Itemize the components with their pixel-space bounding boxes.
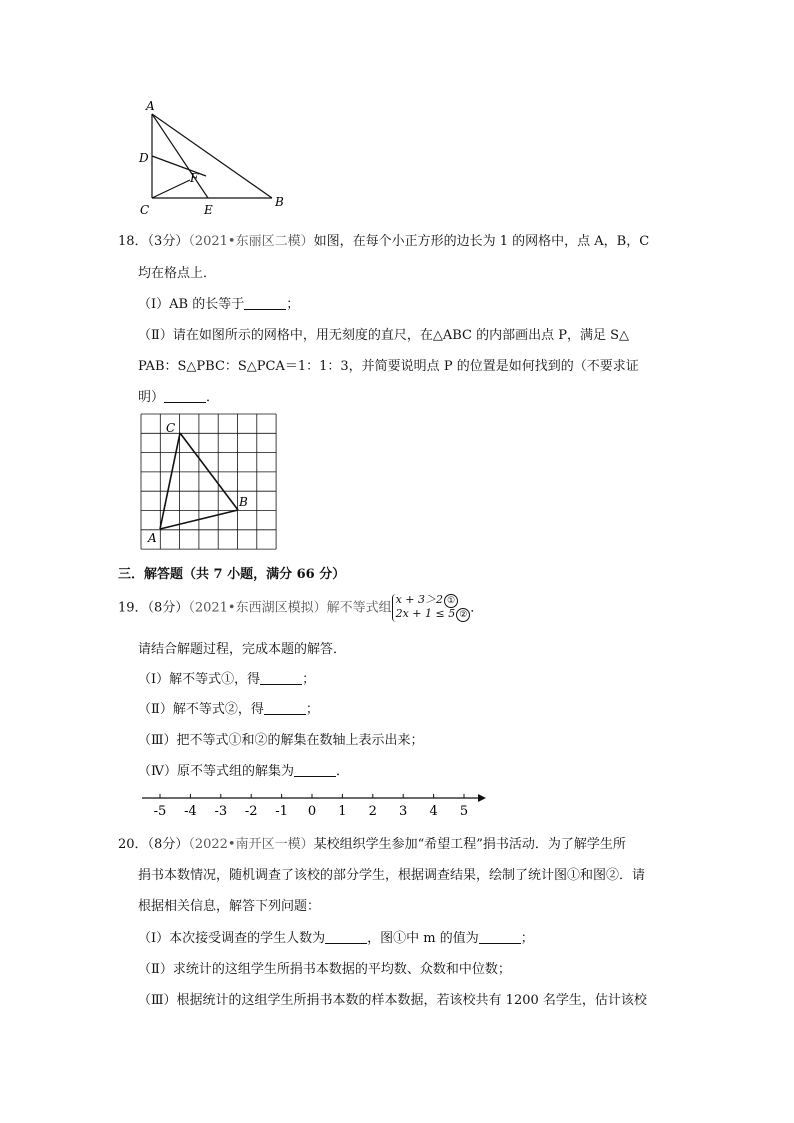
q18-part2-end: ．: [206, 390, 220, 405]
grid-label-C: C: [166, 421, 176, 435]
q19-part2-text: （Ⅱ）解不等式②，得: [138, 702, 264, 717]
q19-number: 19．: [118, 600, 148, 616]
inequality-1: x + 3＞2: [395, 593, 444, 606]
answer-blank[interactable]: [325, 931, 367, 944]
q19-score: （8分）: [147, 600, 189, 616]
inequality-system: [392, 594, 471, 622]
label-F: F: [190, 171, 199, 185]
q19-part4-end: ．: [336, 764, 350, 779]
answer-blank[interactable]: [244, 297, 286, 310]
label-D: D: [139, 151, 149, 165]
q20-part1: [138, 927, 534, 946]
q18-source: （2021•东丽区二模）: [188, 234, 314, 249]
circled-1: ①: [444, 594, 458, 608]
q19-part2: [138, 698, 319, 717]
number-line-label: 1: [338, 804, 347, 819]
q19-part3: （Ⅲ）把不等式①和②的解集在数轴上表示出来；: [138, 733, 424, 748]
q19-source: （2021•东西湖区模拟）: [188, 600, 327, 616]
q18-part2-text: 明）: [138, 390, 165, 405]
q20-line3: 根据相关信息，解答下列问题：: [138, 899, 321, 914]
q19-instruction: 请结合解题过程，完成本题的解答．: [138, 642, 347, 657]
number-line-label: -1: [275, 804, 288, 819]
label-E: E: [204, 203, 213, 217]
q19-part1: [138, 668, 315, 687]
q20-line2: 捐书本数情况，随机调查了该校的部分学生，根据调查结果，绘制了统计图①和图②．请: [138, 868, 646, 883]
number-line-label: 0: [307, 804, 317, 819]
answer-blank[interactable]: [479, 931, 521, 944]
number-line-label: -3: [214, 804, 228, 819]
q20-score: （8分）: [147, 837, 189, 852]
q18-part2-line2: PAB：S△PBC：S△PCA＝1：1：3，并简要说明点 P 的位置是如何找到的（不要求证: [138, 359, 639, 374]
label-A: A: [146, 99, 155, 113]
q20-part1-end: ；: [520, 931, 534, 946]
q20-part3: （Ⅲ）根据统计的这组学生所捐书本数的样本数据，若该校共有 1200 名学生，估计该校: [138, 993, 647, 1008]
q18-part1-end: ；: [286, 297, 300, 312]
number-line-label: 4: [429, 804, 438, 819]
q20-number: 20．: [118, 837, 148, 852]
q19-stem: 解不等式组: [326, 600, 392, 616]
q20-part2: （Ⅱ）求统计的这组学生所捐书本数据的平均数、众数和中位数；: [138, 962, 511, 977]
circled-2: ②: [456, 608, 470, 622]
label-B: B: [275, 195, 284, 209]
q18-head: [118, 230, 649, 249]
q18-number: 18．: [118, 234, 148, 249]
q19-part1-end: ；: [302, 672, 316, 687]
grid-figure: [138, 410, 283, 555]
number-line-label: 2: [368, 804, 377, 819]
answer-blank[interactable]: [260, 672, 302, 685]
q20-stem: 某校组织学生参加“希望工程”捐书活动．为了解学生所: [313, 837, 626, 852]
q19-part1-text: （Ⅰ）解不等式①，得: [138, 672, 261, 687]
number-line-label: -2: [244, 804, 258, 819]
triangle-figure: [130, 96, 300, 220]
grid-label-A: A: [148, 531, 157, 545]
q19-head: [118, 594, 483, 622]
number-line-label: -5: [153, 804, 167, 819]
number-line-label: 5: [459, 804, 469, 819]
q18-stem-2: 均在格点上．: [138, 266, 217, 281]
answer-blank[interactable]: [264, 702, 306, 715]
q18-part2-line1: （Ⅱ）请在如图所示的网格中，用无刻度的直尺，在△ABC 的内部画出点 P，满足 S△: [138, 328, 630, 343]
section-title: 三．解答题（共 7 小题，满分 66 分）: [118, 567, 346, 582]
number-line-label: 3: [399, 804, 408, 819]
number-line: [138, 788, 488, 820]
q19-stem-end: ．: [470, 600, 484, 616]
q20-source: （2022•南开区一模）: [188, 837, 314, 852]
number-line-label: -4: [184, 804, 197, 819]
inequality-2: 2x + 1 ≤ 5: [395, 607, 456, 620]
q20-part1-text: （Ⅰ）本次接受调查的学生人数为: [138, 931, 326, 946]
answer-blank[interactable]: [164, 390, 206, 403]
q18-part1: [138, 293, 299, 312]
q19-part4: [138, 760, 349, 779]
q19-part4-text: （Ⅳ）原不等式组的解集为: [138, 764, 294, 779]
q19-part2-end: ；: [305, 702, 319, 717]
q18-score: （3分）: [147, 234, 189, 249]
grid-label-B: B: [239, 495, 248, 509]
q18-stem: 如图，在每个小正方形的边长为 1 的网格中，点 A，B，C: [313, 234, 650, 249]
q20-head: [118, 833, 626, 852]
q18-part1-text: （Ⅰ）AB 的长等于: [138, 297, 245, 312]
q20-part1-mid: ，图①中 m 的值为: [367, 931, 479, 946]
q18-part2-line3: [138, 386, 219, 405]
label-C: C: [140, 203, 150, 217]
answer-blank[interactable]: [294, 764, 336, 777]
